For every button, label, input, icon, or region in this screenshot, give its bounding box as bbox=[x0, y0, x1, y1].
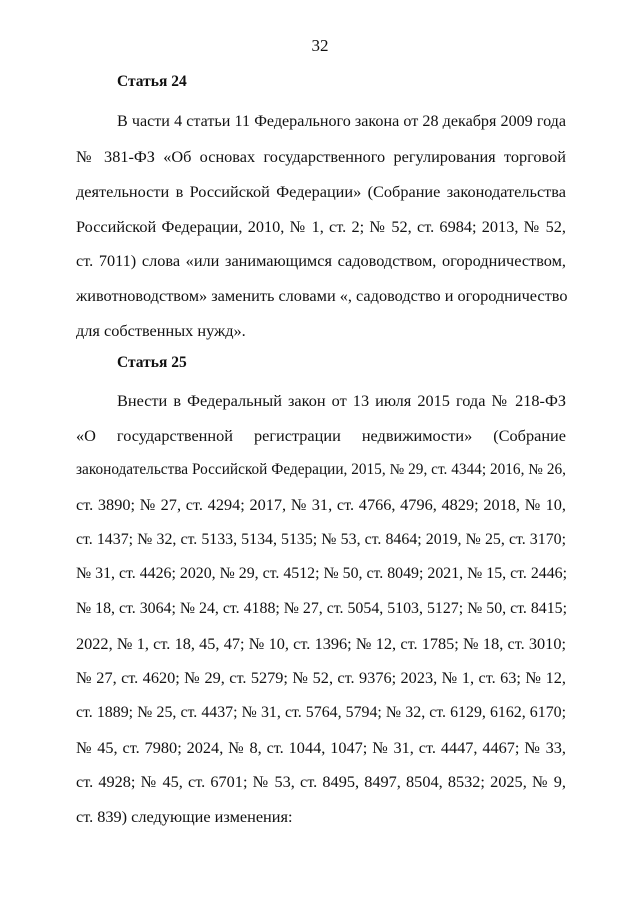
article-25-text-line: «О государственной регистрации недвижимости» (Собрание bbox=[76, 426, 566, 445]
article-25-text-line: ст. 1437; № 32, ст. 5133, 5134, 5135; № 53, ст. 8464; 2019, № 25, ст. 3170; bbox=[76, 531, 566, 548]
article-25-text-line: ст. 3890; № 27, ст. 4294; 2017, № 31, ст. 4766, 4796, 4829; 2018, № 10, bbox=[76, 495, 566, 514]
article-25-heading: Статья 25 bbox=[117, 354, 187, 371]
article-25-text-line: № 45, ст. 7980; 2024, № 8, ст. 1044, 1047; № 31, ст. 4447, 4467; № 33, bbox=[76, 738, 566, 757]
article-24-text-line: животноводством» заменить словами «, садоводство и огородничество bbox=[76, 286, 568, 305]
article-24-text-line: В части 4 статьи 11 Федерального закона от 28 декабря 2009 года bbox=[117, 113, 566, 130]
article-24-text-line: № 381-ФЗ «Об основах государственного регулирования торговой bbox=[76, 147, 566, 166]
article-24-text-line: Российской Федерации, 2010, № 1, ст. 2; № 52, ст. 6984; 2013, № 52, bbox=[76, 217, 566, 236]
article-25-text-line: ст. 4928; № 45, ст. 6701; № 53, ст. 8495, 8497, 8504, 8532; 2025, № 9, bbox=[76, 772, 566, 791]
article-25-text-line: законодательства Российской Федерации, 2015, № 29, ст. 4344; 2016, № 26, bbox=[76, 461, 566, 478]
article-24-heading: Статья 24 bbox=[117, 73, 187, 90]
page-number: 32 bbox=[311, 36, 329, 55]
article-24-text-line: ст. 7011) слова «или занимающимся садоводством, огородничеством, bbox=[76, 251, 566, 270]
article-24-text-line: деятельности в Российской Федерации» (Собрание законодательства bbox=[76, 182, 566, 201]
article-25-text-line: ст. 1889; № 25, ст. 4437; № 31, ст. 5764, 5794; № 32, ст. 6129, 6162, 6170; bbox=[76, 704, 566, 721]
article-25-text-line: № 31, ст. 4426; 2020, № 29, ст. 4512; № 50, ст. 8049; 2021, № 15, ст. 2446; bbox=[76, 565, 568, 582]
article-25-text-line: № 18, ст. 3064; № 24, ст. 4188; № 27, ст. 5054, 5103, 5127; № 50, ст. 8415; bbox=[76, 600, 568, 617]
article-25-text-line: Внести в Федеральный закон от 13 июля 2015 года № 218-ФЗ bbox=[117, 391, 566, 410]
article-25-text-line: 2022, № 1, ст. 18, 45, 47; № 10, ст. 1396; № 12, ст. 1785; № 18, ст. 3010; bbox=[76, 634, 566, 653]
article-25-text-line: № 27, ст. 4620; № 29, ст. 5279; № 52, ст. 9376; 2023, № 1, ст. 63; № 12, bbox=[76, 668, 566, 687]
article-25-text-line: ст. 839) следующие изменения: bbox=[76, 807, 293, 826]
article-24-text-line: для собственных нужд». bbox=[76, 321, 246, 340]
